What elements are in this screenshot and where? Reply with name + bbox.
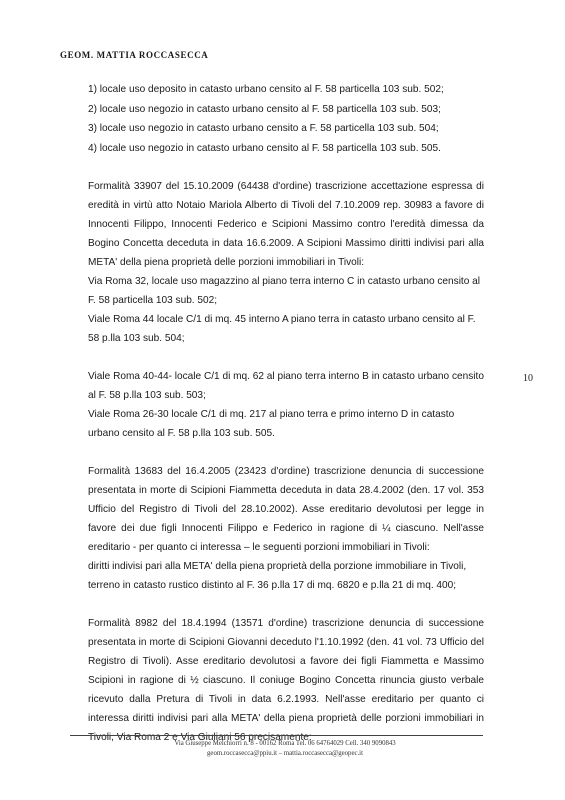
footer-divider <box>70 735 483 736</box>
paragraph: Via Roma 32, locale uso magazzino al piano terra interno C in catasto urbano censito al F. 58 particella 103 sub. 502; <box>88 276 481 307</box>
paragraph: Viale Roma 40-44- locale C/1 di mq. 62 al piano terra interno B in catasto urbano censito al F. 58 p.lla 103 sub. 503; <box>88 371 484 402</box>
property-list <box>88 80 484 158</box>
page-number: 10 <box>523 373 533 384</box>
list-item: 2) locale uso negozio in catasto urbano censito al F. 58 particella 103 sub. 503; <box>88 103 441 115</box>
footer-email: geom.roccasecca@ppiu.it – mattia.roccasecca@geopec.it <box>207 750 363 757</box>
paragraph: Viale Roma 26-30 locale C/1 di mq. 217 al piano terra e primo interno D in catasto urbano censito al F. 58 p.lla 103 sub. 505. <box>88 409 455 440</box>
paragraph: Viale Roma 44 locale C/1 di mq. 45 interno A piano terra in catasto urbano censito al F. 58 p.lla 103 sub. 504; <box>88 314 476 345</box>
header-title: GEOM. MATTIA ROCCASECCA <box>60 50 209 60</box>
footer-address: Via Giuseppe Melchiorri n. 8 - 00162 Roma Tel. 06 64764029 Cell. 340 9090843 <box>174 740 396 747</box>
list-item: 4) locale uso negozio in catasto urbano censito al F. 58 particella 103 sub. 505. <box>88 142 441 154</box>
list-item: 3) locale uso negozio in catasto urbano censito a F. 58 particella 103 sub. 504; <box>88 123 439 135</box>
section-formalita-33907 <box>88 177 484 443</box>
paragraph: Formalità 8982 del 18.4.1994 (13571 d'ordine) trascrizione denuncia di successione presentata in morte di Scipioni Giovanni deceduto l'1.10.1992 (den. 41 vol. 73 Ufficio del Registro di Tivoli). Asse ereditario devolutosi a favore dei figli Fiammetta e Massimo Scipioni in ragione di ½ ciascuno. Il coniuge Bogino Concetta rinuncia giusto verbale ricevuto dalla Pretura di Tivoli in data 6.2.1993. Nell'asse ereditario per quanto ci interessa diritti indivisi pari alla META' della piena proprietà delle porzioni immobiliari in Tivoli, Via Roma 2 e Via Giuliani 56 precisamente: <box>88 618 484 744</box>
section-formalita-13683 <box>88 462 484 595</box>
paragraph: terreno in catasto rustico distinto al F. 36 p.lla 17 di mq. 6820 e p.lla 21 di mq. 400; <box>88 580 457 592</box>
section-formalita-8982 <box>88 614 484 747</box>
footer <box>150 739 420 759</box>
paragraph: Formalità 33907 del 15.10.2009 (64438 d'ordine) trascrizione accettazione espressa di eredità in virtù atto Notaio Mariola Alberto di Tivoli del 7.10.2009 rep. 30983 a favore di Innocenti Filippo, Innocenti Federico e Scipioni Massimo contro l'eredità dimessa da Bogino Concetta deceduta in data 16.6.2009. A Scipioni Massimo diritti indivisi pari alla META' della piena proprietà delle porzioni immobiliari in Tivoli: <box>88 181 484 269</box>
document-body <box>88 80 484 747</box>
paragraph: diritti indivisi pari alla META' della piena proprietà della porzione immobiliare in Tivoli, <box>88 561 467 573</box>
paragraph: Formalità 13683 del 16.4.2005 (23423 d'ordine) trascrizione denuncia di successione presentata in morte di Scipioni Fiammetta deceduta in data 28.4.2002 (den. 17 vol. 353 Ufficio del Registro di Tivoli del 28.10.2002). Asse ereditario devolutosi per legge in favore dei due figli Innocenti Filippo e Federico in ragione di ¼ ciascuno. Nell'asse ereditario - per quanto ci interessa – le seguenti porzioni immobiliari in Tivoli: <box>88 466 484 554</box>
list-item: 1) locale uso deposito in catasto urbano censito al F. 58 particella 103 sub. 502; <box>88 84 444 95</box>
